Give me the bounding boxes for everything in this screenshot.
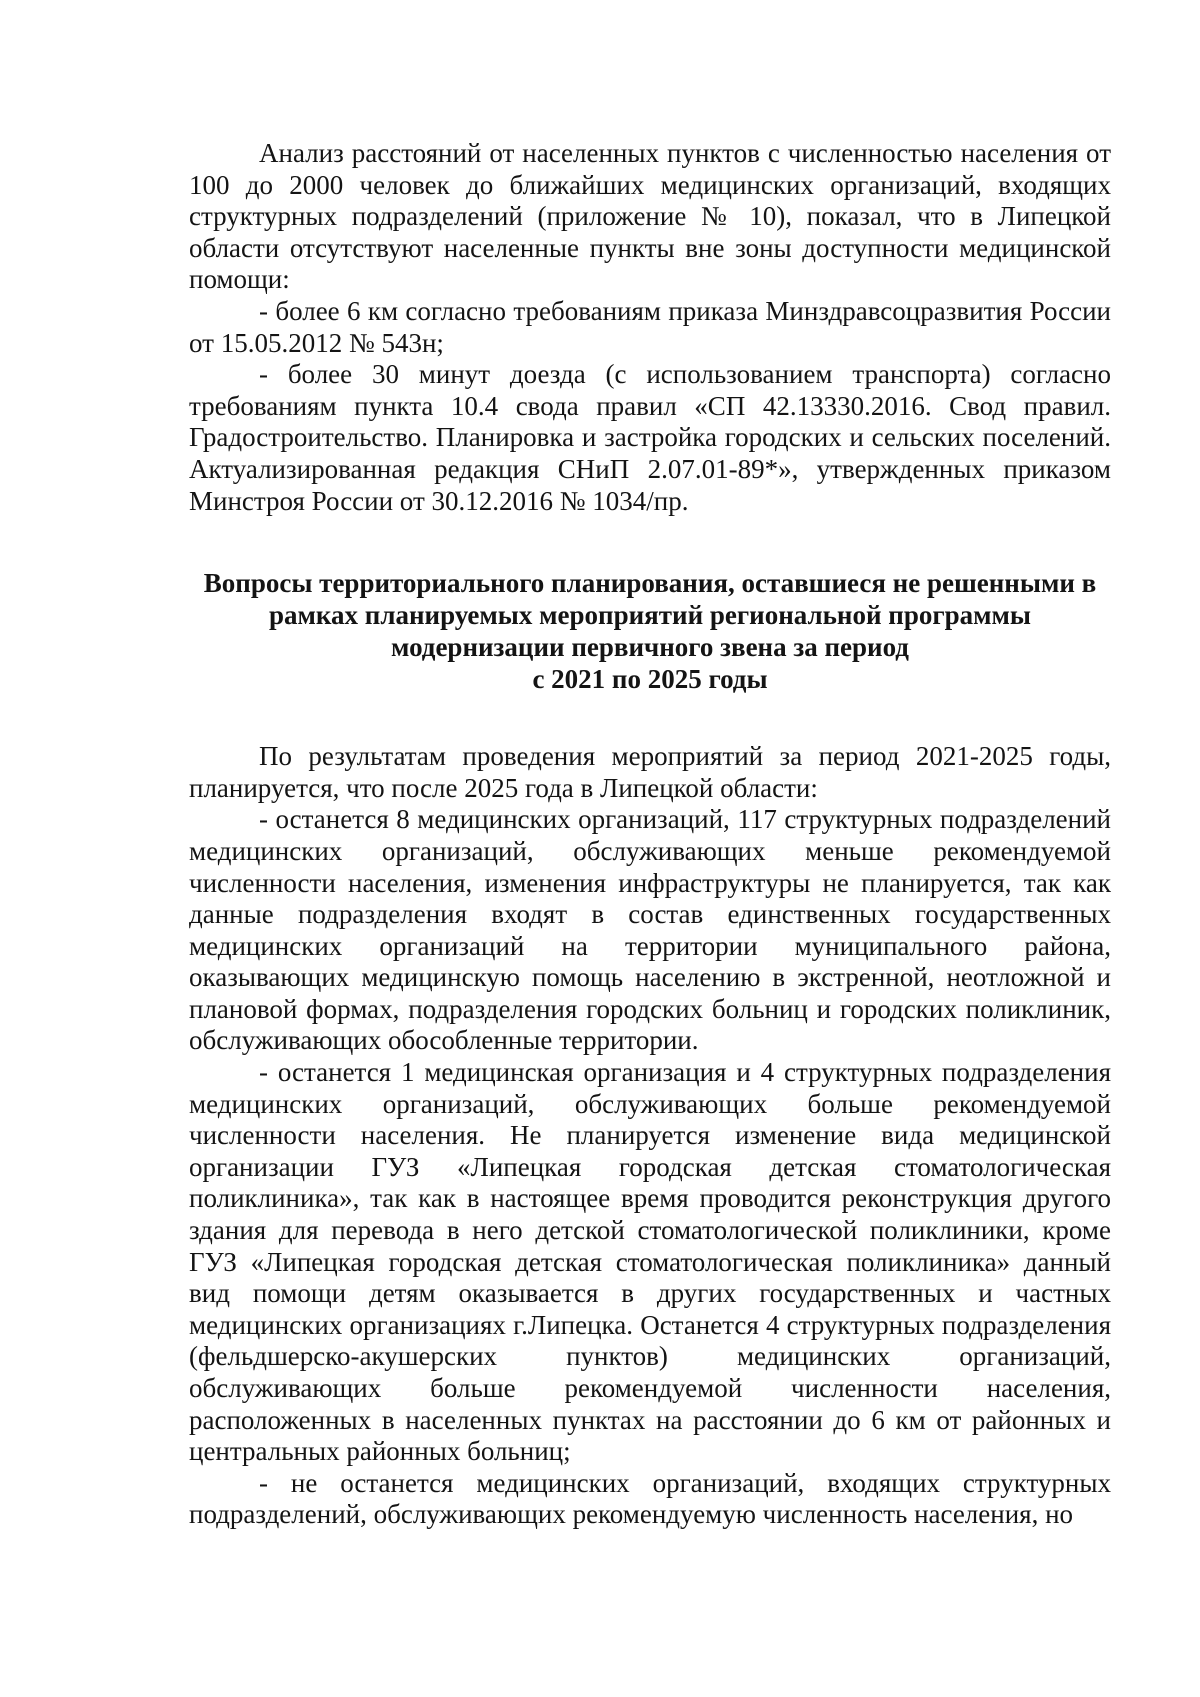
section-heading-line: с 2021 по 2025 годы bbox=[532, 664, 768, 695]
result-item-recommended-population: - не останется медицинских организаций, входящих структурных подразделений, обслуживающих рекомендуемую численность населения, но bbox=[189, 1467, 1111, 1530]
intro-item-distance: - более 6 км согласно требованиям приказа Минздравсоцразвития России от 15.05.2012 № 543н; bbox=[189, 295, 1111, 358]
results-paragraph: По результатам проведения мероприятий за период 2021-2025 годы, планируется, что после 2025 года в Липецкой области: bbox=[189, 741, 1111, 803]
result-item-fewer-population: - останется 8 медицинских организаций, 117 структурных подразделений медицинских организаций, обслуживающих меньше рекомендуемой численности населения, изменения инфраструктуры не планируется, так как данные подразделения входят в состав единственных государственных медицинских организаций на территории муниципального района, оказывающих медицинскую помощь населению в экстренной, неотложной и плановой формах, подразделения городских больниц и городских поликлиник, обслуживающих обособленные территории. bbox=[189, 804, 1111, 1056]
section-heading-line: модернизации первичного звена за период bbox=[391, 632, 909, 663]
document-body bbox=[189, 138, 1111, 1531]
result-item-more-population: - останется 1 медицинская организация и 4 структурных подразделения медицинских организаций, обслуживающих больше рекомендуемой численности населения. Не планируется изменение вида медицинской организации ГУЗ «Липецкая городская детская стоматологическая поликлиника», так как в настоящее время проводится реконструкция другого здания для перевода в него детской стоматологической поликлиники, кроме ГУЗ «Липецкая городская детская стоматологическая поликлиника» данный вид помощи детям оказывается в других государственных и частных медицинских организациях г.Липецка. Останется 4 структурных подразделения (фельдшерско-акушерских пунктов) медицинских организаций, обслуживающих больше рекомендуемой численности населения, расположенных в населенных пунктах на расстоянии до 6 км от районных и центральных районных больниц; bbox=[189, 1057, 1111, 1467]
intro-item-travel-time: - более 30 минут доезда (с использованием транспорта) согласно требованиям пункта 10.4 свода правил «СП 42.13330.2016. Свод правил. Градостроительство. Планировка и застройка городских и сельских поселений. Актуализированная редакция СНиП 2.07.01-89*», утвержденных приказом Минстроя России от 30.12.2016 № 1034/пр. bbox=[189, 359, 1111, 516]
intro-paragraph: Анализ расстояний от населенных пунктов с численностью населения от 100 до 2000 человек до ближайших медицинских организаций, входящих структурных подразделений (приложение № 10), показал, что в Липецкой области отсутствуют населенные пункты вне зоны доступности медицинской помощи: bbox=[189, 138, 1111, 295]
section-heading-line: рамках планируемых мероприятий региональной программы bbox=[268, 600, 1032, 631]
section-heading-line: Вопросы территориального планирования, оставшиеся не решенными в bbox=[203, 568, 1097, 599]
section-heading bbox=[189, 567, 1111, 695]
